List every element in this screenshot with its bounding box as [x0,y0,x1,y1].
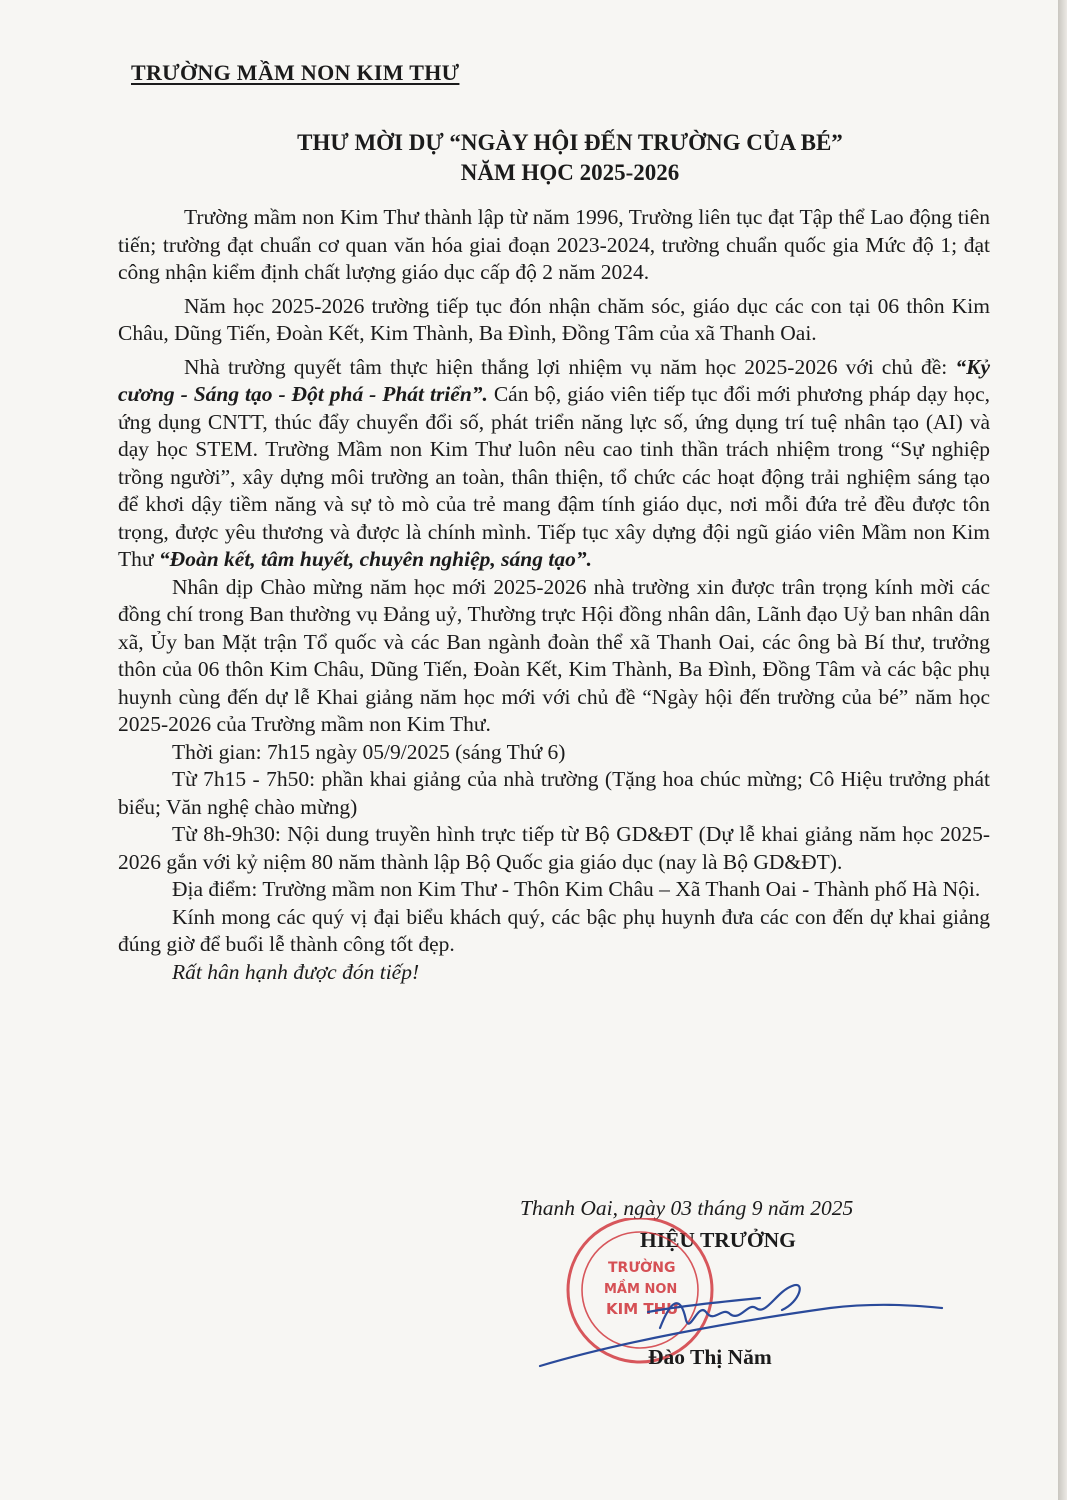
title-line-1: THƯ MỜI DỰ “NGÀY HỘI ĐẾN TRƯỜNG CỦA BÉ” [297,130,843,155]
mission-intro: Nhà trường quyết tâm thực hiện thắng lợi nhiệm vụ năm học 2025-2026 với chủ đề: [184,354,956,379]
paragraph-schedule-2: Từ 8h-9h30: Nội dung truyền hình trực tiếp từ Bộ GD&ĐT (Dự lễ khai giảng năm học 2025-2026 gắn với kỷ niệm 80 năm thành lập Bộ Quốc gia giáo dục (nay là Bộ GD&ĐT). [118,822,990,874]
school-name: TRƯỜNG MẦM NON KIM THƯ [131,60,460,85]
paragraph-invitation: Nhân dịp Chào mừng năm học mới 2025-2026 nhà trường xin được trân trọng kính mời các đồng chí trong Ban thường vụ Đảng uỷ, Thường trực Hội đồng nhân dân, Lãnh đạo Uỷ ban nhân dân xã, Ủy ban Mặt trận Tổ quốc và các Ban ngành đoàn thể xã Thanh Oai, các ông bà Bí thư, trưởng thôn của 06 thôn Kim Châu, Dũng Tiến, Đoàn Kết, Kim Thành, Ba Đình, Đồng Tâm và các bậc phụ huynh cùng đến dự lễ Khai giảng năm học mới với chủ đề “Ngày hội đến trường của bé” năm học 2025-2026 của Trường mầm non Kim Thư. [118,574,990,736]
signer-role: HIỆU TRƯỞNG [640,1228,796,1252]
title-line-2: NĂM HỌC 2025-2026 [460,160,680,185]
place-date: Thanh Oai, ngày 03 tháng 9 năm 2025 [520,1196,854,1220]
page-edge-shadow [1058,0,1067,1500]
signer-name: Đào Thị Năm [648,1345,772,1369]
svg-text:KIM THƯ: KIM THƯ [606,1300,679,1318]
paragraph-enrollment: Năm học 2025-2026 trường tiếp tục đón nhận chăm sóc, giáo dục các con tại 06 thôn Kim Châu, Dũng Tiến, Đoàn Kết, Kim Thành, Ba Đình, Đồng Tâm của xã Thanh Oai. [118,293,990,345]
paragraph-time: Thời gian: 7h15 ngày 05/9/2025 (sáng Thứ 6) [172,739,566,764]
svg-text:TRƯỜNG: TRƯỜNG [608,1260,676,1276]
paragraph-request: Kính mong các quý vị đại biểu khách quý, các bậc phụ huynh đưa các con đến dự khai giảng đúng giờ để buổi lễ thành công tốt đẹp. [118,904,990,956]
mission-detail: Cán bộ, giáo viên tiếp tục đổi mới phương pháp dạy học, ứng dụng CNTT, thúc đẩy chuyển đổi số, phát triển năng lực số, ứng dụng trí tuệ nhân tạo (AI) và dạy học STEM. Trường Mầm non Kim Thư luôn nêu cao tinh thần trách nhiệm trong “Sự nghiệp trồng người”, xây dựng môi trường an toàn, thân thiện, tổ chức các hoạt động trải nghiệm sáng tạo để khơi dậy tiềm năng và sự tò mò của trẻ mang đậm tính giáo dục, nơi mỗi đứa trẻ đều được tôn trọng, được yêu thương và được là chính mình. Tiếp tục xây dựng đội ngũ giáo viên Mầm non Kim Thư [118,382,990,571]
staff-motto: “Đoàn kết, tâm huyết, chuyên nghiệp, sáng tạo”. [158,547,592,571]
paragraph-mission [118,354,990,574]
paragraph-history: Trường mầm non Kim Thư thành lập từ năm 1996, Trường liên tục đạt Tập thể Lao động tiên tiến; trường đạt chuẩn cơ quan văn hóa giai đoạn 2023-2024, trường chuẩn quốc gia Mức độ 1; đạt công nhận kiểm định chất lượng giáo dục cấp độ 2 năm 2024. [118,205,990,284]
svg-text:MẦM NON: MẦM NON [604,1282,678,1297]
letter-body [118,204,990,986]
paragraph-venue: Địa điểm: Trường mầm non Kim Thư - Thôn Kim Châu – Xã Thanh Oai - Thành phố Hà Nội. [172,877,981,901]
paragraph-schedule-1: Từ 7h15 - 7h50: phần khai giảng của nhà trường (Tặng hoa chúc mừng; Cô Hiệu trưởng phát biểu; Văn nghệ chào mừng) [118,767,990,819]
document-title [130,128,1010,188]
year-theme: “Kỷ cương - Sáng tạo - Đột phá - Phát triển”. [118,354,990,406]
paragraph-closing: Rất hân hạnh được đón tiếp! [172,959,420,984]
